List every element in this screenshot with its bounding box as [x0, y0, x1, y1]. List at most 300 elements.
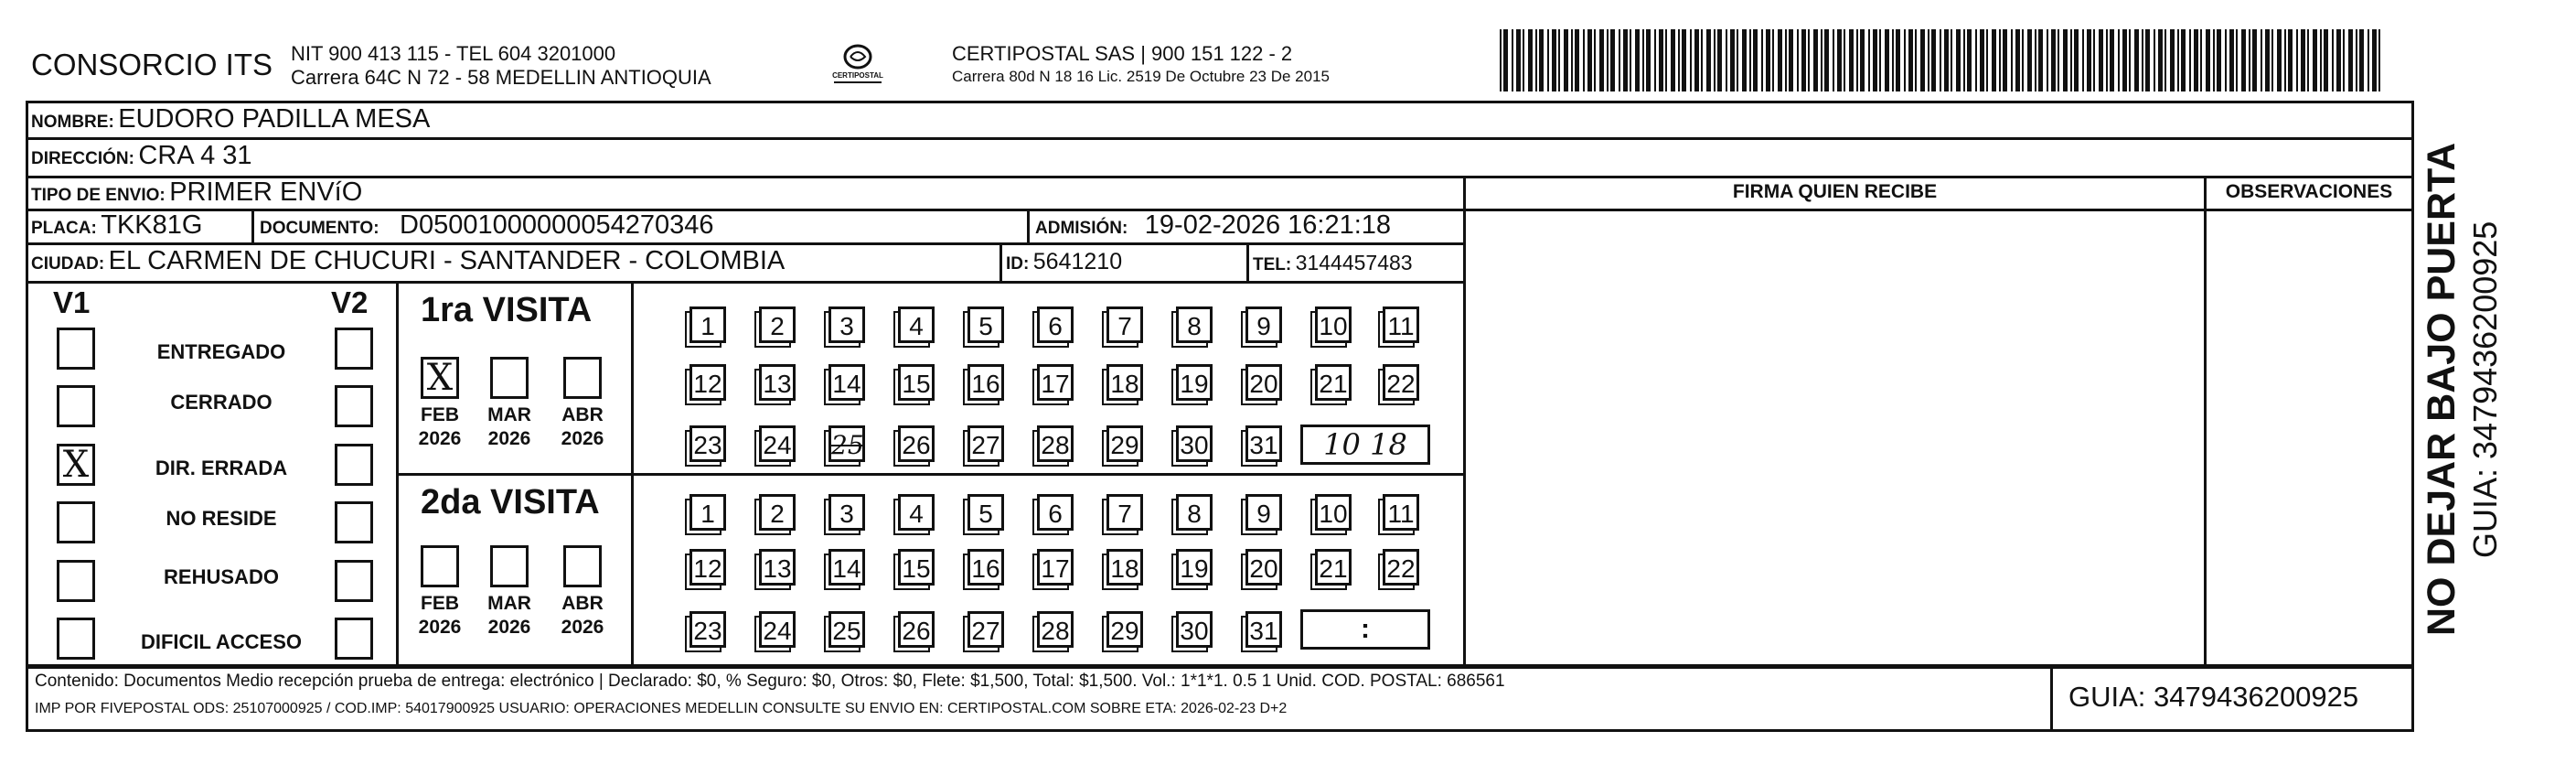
- barcode-bar: [2265, 29, 2270, 91]
- barcode-bar: [1766, 29, 1770, 91]
- company-name: CONSORCIO ITS: [31, 48, 273, 81]
- ciudad-label: CIUDAD:: [31, 254, 105, 274]
- ciudad-value: EL CARMEN DE CHUCURI - SANTANDER - COLOMBIA: [108, 246, 786, 275]
- visita2-time-box[interactable]: :: [1300, 609, 1430, 650]
- day-box[interactable]: 17: [1037, 364, 1074, 401]
- barcode-bar: [2225, 29, 2227, 91]
- nombre-value: EUDORO PADILLA MESA: [118, 104, 431, 134]
- day-box[interactable]: 5: [967, 306, 1004, 343]
- barcode-bar: [2134, 29, 2139, 91]
- barcode-bar: [1797, 29, 1799, 91]
- barcode-bar: [1671, 29, 1675, 91]
- barcode-bar: [1956, 29, 1961, 91]
- barcode-bar: [1726, 29, 1727, 91]
- day-box[interactable]: 12: [689, 364, 726, 401]
- barcode-bar: [1535, 29, 1537, 91]
- year-label: 2026: [487, 428, 531, 449]
- barcode-bar: [2252, 29, 2257, 91]
- month-checkbox[interactable]: X: [421, 357, 459, 399]
- barcode-bar: [2368, 29, 2369, 91]
- v1-checkbox[interactable]: [57, 560, 95, 602]
- barcode-bar: [2051, 29, 2056, 91]
- barcode-bar: [1915, 29, 1917, 91]
- month-checkbox[interactable]: [421, 545, 459, 587]
- status-label-5: DIFICIL ACCESO: [140, 630, 302, 653]
- barcode-bar: [1761, 29, 1763, 91]
- barcode-bar: [1904, 29, 1906, 91]
- v2-checkbox[interactable]: [335, 501, 373, 543]
- barcode-bar: [1967, 29, 1972, 91]
- barcode-bar: [1512, 29, 1513, 91]
- year-label: 2026: [487, 617, 531, 638]
- barcode-bar: [1778, 29, 1782, 91]
- certipostal-line: CERTIPOSTAL SAS | 900 151 122 - 2: [952, 42, 1293, 65]
- day-box[interactable]: 31: [1245, 611, 1282, 648]
- day-box[interactable]: 6: [1037, 306, 1074, 343]
- day-box[interactable]: 17: [1037, 549, 1074, 586]
- barcode-bar: [1500, 29, 1502, 91]
- barcode-bar: [2307, 29, 2309, 91]
- footer-guia: GUIA: 3479436200925: [2068, 681, 2359, 713]
- barcode-bar: [2142, 29, 2143, 91]
- barcode-bar: [1896, 29, 1900, 91]
- barcode-bar: [2170, 29, 2175, 91]
- barcode-bar: [2288, 29, 2293, 91]
- day-box[interactable]: 1: [689, 494, 726, 531]
- barcode-bar: [1610, 29, 1615, 91]
- day-box[interactable]: 16: [967, 549, 1004, 586]
- barcode-bar: [2359, 29, 2364, 91]
- barcode-bar: [2206, 29, 2210, 91]
- day-box[interactable]: 8: [1176, 306, 1213, 343]
- day-box[interactable]: 3: [828, 494, 865, 531]
- day-box[interactable]: 13: [759, 549, 796, 586]
- barcode-bar: [2145, 29, 2150, 91]
- barcode-bar: [1737, 29, 1738, 91]
- barcode-bar: [1928, 29, 1929, 91]
- placa-label: PLACA:: [31, 219, 97, 238]
- v2-header: V2: [331, 285, 369, 319]
- barcode-bar: [1547, 29, 1549, 91]
- placa-row: [31, 210, 202, 241]
- barcode-bar: [1742, 29, 1747, 91]
- day-box[interactable]: 23: [689, 425, 726, 462]
- barcode-bar: [1868, 29, 1870, 91]
- barcode-bar: [1849, 29, 1854, 91]
- certipostal-logo: [830, 38, 885, 91]
- barcode-bar: [1772, 29, 1774, 91]
- certipostal-logo-icon: [830, 38, 885, 91]
- barcode-bar: [1963, 29, 1965, 91]
- month-label: FEB: [421, 593, 459, 614]
- barcode-bar: [1980, 29, 1984, 91]
- side-warning: NO DEJAR BAJO PUERTA: [2420, 142, 2464, 636]
- barcode-bar: [2047, 29, 2048, 91]
- barcode-bar: [2336, 29, 2341, 91]
- day-box[interactable]: 7: [1106, 306, 1143, 343]
- direccion-row: [31, 141, 252, 171]
- observaciones-header: OBSERVACIONES: [2225, 181, 2393, 202]
- barcode-bar: [2194, 29, 2198, 91]
- day-box[interactable]: 4: [898, 306, 935, 343]
- barcode-bar: [1523, 29, 1524, 91]
- barcode-bar: [2296, 29, 2298, 91]
- barcode-bar: [1879, 29, 1881, 91]
- day-box[interactable]: 14: [828, 364, 865, 401]
- day-box[interactable]: 5: [967, 494, 1004, 531]
- day-box[interactable]: 18: [1106, 549, 1143, 586]
- month-label: MAR: [487, 593, 531, 614]
- month-label: MAR: [487, 404, 531, 425]
- day-box[interactable]: 25: [828, 425, 865, 462]
- barcode-bar: [2343, 29, 2345, 91]
- barcode: [1500, 29, 2387, 91]
- barcode-bar: [1753, 29, 1758, 91]
- barcode-bar: [2200, 29, 2202, 91]
- barcode-bar: [1630, 29, 1631, 91]
- day-box[interactable]: 21: [1315, 364, 1352, 401]
- barcode-bar: [2261, 29, 2262, 91]
- tipo-value: PRIMER ENVíO: [169, 177, 363, 207]
- barcode-bar: [1844, 29, 1845, 91]
- barcode-bar: [2236, 29, 2238, 91]
- divider: [2204, 176, 2207, 668]
- barcode-bar: [2058, 29, 2059, 91]
- divider: [396, 473, 1466, 476]
- barcode-bar: [2277, 29, 2282, 91]
- barcode-bar: [1837, 29, 1842, 91]
- admision-value: 19-02-2026 16:21:18: [1144, 210, 1392, 240]
- barcode-bar: [1940, 29, 1941, 91]
- barcode-bar: [2070, 29, 2072, 91]
- barcode-bar: [2027, 29, 2032, 91]
- v2-checkbox[interactable]: [335, 328, 373, 370]
- day-box[interactable]: 2: [759, 494, 796, 531]
- barcode-bar: [1619, 29, 1620, 91]
- barcode-bar: [1654, 29, 1656, 91]
- barcode-bar: [1821, 29, 1822, 91]
- month-label: ABR: [561, 404, 604, 425]
- day-box[interactable]: 11: [1383, 494, 1419, 531]
- barcode-bar: [1516, 29, 1521, 91]
- barcode-bar: [1824, 29, 1829, 91]
- status-label-3: NO RESIDE: [166, 507, 277, 530]
- barcode-bar: [1558, 29, 1560, 91]
- v1-checkbox[interactable]: X: [57, 444, 95, 486]
- barcode-bar: [2348, 29, 2353, 91]
- barcode-bar: [1789, 29, 1793, 91]
- divider: [2411, 137, 2414, 210]
- barcode-bar: [2118, 29, 2120, 91]
- day-box[interactable]: 4: [898, 494, 935, 531]
- status-label-0: ENTREGADO: [156, 340, 286, 363]
- day-box[interactable]: 21: [1315, 549, 1352, 586]
- barcode-bar: [1856, 29, 1858, 91]
- barcode-bar: [1623, 29, 1628, 91]
- day-box[interactable]: 28: [1037, 611, 1074, 648]
- day-box[interactable]: 18: [1106, 364, 1143, 401]
- barcode-bar: [2063, 29, 2068, 91]
- day-box[interactable]: 20: [1245, 364, 1282, 401]
- barcode-bar: [1730, 29, 1735, 91]
- barcode-bar: [1552, 29, 1556, 91]
- barcode-bar: [2110, 29, 2114, 91]
- day-box[interactable]: 10: [1315, 306, 1352, 343]
- tel-label: TEL:: [1253, 255, 1292, 274]
- day-box[interactable]: 26: [898, 611, 935, 648]
- barcode-bar: [1503, 29, 1508, 91]
- barcode-bar: [1714, 29, 1716, 91]
- barcode-bar: [1944, 29, 1949, 91]
- nombre-row: [31, 104, 430, 134]
- month-checkbox[interactable]: [490, 357, 529, 399]
- barcode-bar: [2177, 29, 2179, 91]
- day-box[interactable]: 7: [1106, 494, 1143, 531]
- barcode-bar: [1646, 29, 1651, 91]
- barcode-bar: [1873, 29, 1877, 91]
- day-box[interactable]: 1: [689, 306, 726, 343]
- day-box[interactable]: 16: [967, 364, 1004, 401]
- day-box[interactable]: 23: [689, 611, 726, 648]
- barcode-bar: [1749, 29, 1751, 91]
- day-box[interactable]: 14: [828, 549, 865, 586]
- barcode-bar: [2378, 29, 2380, 91]
- day-box[interactable]: 9: [1245, 494, 1282, 531]
- barcode-bar: [2213, 29, 2215, 91]
- barcode-bar: [1607, 29, 1609, 91]
- day-box[interactable]: 27: [967, 425, 1004, 462]
- id-label: ID:: [1006, 254, 1030, 274]
- year-label: 2026: [418, 428, 462, 449]
- barcode-bar: [1690, 29, 1692, 91]
- day-box[interactable]: 25: [828, 611, 865, 648]
- barcode-bar: [1986, 29, 1988, 91]
- day-box[interactable]: 27: [967, 611, 1004, 648]
- v1-checkbox[interactable]: [57, 618, 95, 660]
- barcode-bar: [2035, 29, 2036, 91]
- barcode-bar: [2158, 29, 2163, 91]
- tipo-row: [31, 177, 362, 208]
- barcode-bar: [2271, 29, 2273, 91]
- barcode-bar: [1801, 29, 1806, 91]
- day-box[interactable]: 30: [1176, 611, 1213, 648]
- status-label-1: CERRADO: [170, 391, 273, 414]
- barcode-bar: [1587, 29, 1592, 91]
- documento-label: DOCUMENTO:: [260, 219, 379, 238]
- barcode-bar: [2229, 29, 2234, 91]
- day-box[interactable]: 8: [1176, 494, 1213, 531]
- barcode-bar: [1813, 29, 1818, 91]
- day-box[interactable]: 9: [1245, 306, 1282, 343]
- barcode-bar: [1908, 29, 1913, 91]
- day-box[interactable]: 20: [1245, 549, 1282, 586]
- barcode-bar: [1992, 29, 1996, 91]
- day-box[interactable]: 31: [1245, 425, 1282, 462]
- barcode-bar: [2093, 29, 2095, 91]
- day-box[interactable]: 6: [1037, 494, 1074, 531]
- month-checkbox[interactable]: [563, 357, 602, 399]
- barcode-bar: [1635, 29, 1640, 91]
- address-line: Carrera 64C N 72 - 58 MEDELLIN ANTIOQUIA: [291, 66, 711, 89]
- barcode-bar: [2003, 29, 2007, 91]
- barcode-bar: [2356, 29, 2357, 91]
- day-box[interactable]: 12: [689, 549, 726, 586]
- day-box[interactable]: 11: [1383, 306, 1419, 343]
- day-box[interactable]: 2: [759, 306, 796, 343]
- month-checkbox[interactable]: [563, 545, 602, 587]
- v1-checkbox[interactable]: [57, 501, 95, 543]
- barcode-bar: [2372, 29, 2377, 91]
- id-value: 5641210: [1032, 249, 1123, 274]
- barcode-bar: [1701, 29, 1703, 91]
- barcode-bar: [1951, 29, 1952, 91]
- barcode-bar: [2164, 29, 2166, 91]
- barcode-bar: [1682, 29, 1686, 91]
- month-label: FEB: [421, 404, 459, 425]
- barcode-bar: [2217, 29, 2221, 91]
- year-label: 2026: [561, 617, 604, 638]
- barcode-bar: [1808, 29, 1810, 91]
- direccion-value: CRA 4 31: [138, 141, 252, 170]
- barcode-bar: [1665, 29, 1667, 91]
- day-box[interactable]: 22: [1383, 364, 1419, 401]
- barcode-bar: [2324, 29, 2328, 91]
- visita1-title: 1ra VISITA: [421, 291, 593, 329]
- barcode-bar: [2087, 29, 2091, 91]
- barcode-bar: [2129, 29, 2131, 91]
- v2-checkbox[interactable]: [335, 618, 373, 660]
- divider: [1027, 209, 1030, 243]
- barcode-bar: [2011, 29, 2013, 91]
- barcode-bar: [2189, 29, 2191, 91]
- barcode-bar: [1678, 29, 1680, 91]
- placa-value: TKK81G: [101, 210, 203, 240]
- barcode-bar: [1920, 29, 1925, 91]
- barcode-bar: [1583, 29, 1585, 91]
- barcode-bar: [1642, 29, 1644, 91]
- barcode-bar: [1833, 29, 1834, 91]
- v1-checkbox[interactable]: [57, 385, 95, 427]
- barcode-bar: [1694, 29, 1699, 91]
- divider: [1463, 176, 1466, 668]
- barcode-bar: [1539, 29, 1544, 91]
- barcode-bar: [1975, 29, 1977, 91]
- barcode-bar: [2154, 29, 2155, 91]
- visita2-title: 2da VISITA: [421, 483, 600, 521]
- barcode-bar: [1999, 29, 2001, 91]
- barcode-bar: [2082, 29, 2084, 91]
- footer-content: Contenido: Documentos Medio recepción prueba de entrega: electrónico | Declarado: $0, % Seguro: $0, Otros: $0, Flete: $1,500, Total: $1,500. Vol.: 1*1*1. 0.5 1 Unid. COD. POSTAL: 686561: [35, 672, 1505, 691]
- barcode-bar: [2181, 29, 2186, 91]
- year-label: 2026: [561, 428, 604, 449]
- day-box[interactable]: 15: [898, 549, 935, 586]
- divider: [26, 176, 2414, 178]
- v1-checkbox[interactable]: [57, 328, 95, 370]
- barcode-bar: [2099, 29, 2103, 91]
- divider: [1246, 242, 1249, 281]
- barcode-bar: [1599, 29, 1604, 91]
- day-box[interactable]: 19: [1176, 549, 1213, 586]
- documento-value: D05001000000054270346: [400, 210, 714, 240]
- year-label: 2026: [418, 617, 462, 638]
- barcode-bar: [1594, 29, 1596, 91]
- certipostal-sub: Carrera 80d N 18 16 Lic. 2519 De Octubre 23 De 2015: [952, 68, 1330, 85]
- id-row: [1006, 249, 1122, 275]
- tel-value: 3144457483: [1295, 251, 1413, 274]
- day-box[interactable]: 26: [898, 425, 935, 462]
- divider: [26, 137, 2414, 140]
- barcode-bar: [1717, 29, 1722, 91]
- barcode-bar: [2015, 29, 2020, 91]
- divider: [251, 209, 254, 243]
- day-box[interactable]: 30: [1176, 425, 1213, 462]
- barcode-bar: [1931, 29, 1936, 91]
- barcode-bar: [2022, 29, 2024, 91]
- v2-checkbox[interactable]: [335, 385, 373, 427]
- barcode-bar: [1785, 29, 1787, 91]
- barcode-bar: [2284, 29, 2286, 91]
- logo-text: CERTIPOSTAL: [832, 71, 883, 80]
- day-box[interactable]: 15: [898, 364, 935, 401]
- barcode-bar: [2249, 29, 2250, 91]
- firma-header: FIRMA QUIEN RECIBE: [1732, 181, 1938, 202]
- day-box[interactable]: 24: [759, 611, 796, 648]
- footer-imp: IMP POR FIVEPOSTAL ODS: 25107000925 / COD.IMP: 54017900925 USUARIO: OPERACIONES MEDELLIN CONSULTE SU ENVIO EN: CERTIPOSTAL.COM SOBRE ETA: 2026-02-23 D+2: [35, 701, 1288, 716]
- day-box[interactable]: 29: [1106, 611, 1143, 648]
- barcode-bar: [2241, 29, 2246, 91]
- barcode-bar: [2313, 29, 2317, 91]
- barcode-bar: [2320, 29, 2322, 91]
- v2-checkbox[interactable]: [335, 560, 373, 602]
- admision-row: [1035, 210, 1391, 241]
- documento-row: [260, 210, 714, 241]
- side-guia: GUIA: 3479436200925: [2466, 220, 2504, 558]
- day-box[interactable]: 3: [828, 306, 865, 343]
- barcode-bar: [1564, 29, 1568, 91]
- barcode-bar: [2038, 29, 2043, 91]
- v2-checkbox[interactable]: [335, 444, 373, 486]
- month-checkbox[interactable]: [490, 545, 529, 587]
- admision-label: ADMISIÓN:: [1035, 219, 1128, 238]
- barcode-bar: [2106, 29, 2108, 91]
- status-label-4: REHUSADO: [164, 565, 279, 588]
- divider: [999, 242, 1002, 281]
- barcode-bar: [2122, 29, 2127, 91]
- day-box[interactable]: 13: [759, 364, 796, 401]
- day-box[interactable]: 10: [1315, 494, 1352, 531]
- barcode-bar: [2074, 29, 2079, 91]
- day-box[interactable]: 28: [1037, 425, 1074, 462]
- day-box[interactable]: 24: [759, 425, 796, 462]
- visita1-time-box[interactable]: 10 18: [1300, 425, 1430, 465]
- divider: [26, 242, 1466, 245]
- day-box[interactable]: 22: [1383, 549, 1419, 586]
- day-box[interactable]: 29: [1106, 425, 1143, 462]
- barcode-bar: [2332, 29, 2334, 91]
- v1-header: V1: [53, 285, 91, 319]
- barcode-bar: [1571, 29, 1573, 91]
- divider: [26, 281, 1466, 284]
- barcode-bar: [2301, 29, 2305, 91]
- barcode-bar: [1706, 29, 1711, 91]
- nit-line: NIT 900 413 115 - TEL 604 3201000: [291, 42, 616, 65]
- barcode-bar: [1575, 29, 1579, 91]
- barcode-bar: [1659, 29, 1663, 91]
- day-box[interactable]: 19: [1176, 364, 1213, 401]
- direccion-label: DIRECCIÓN:: [31, 149, 134, 168]
- barcode-bar: [1860, 29, 1865, 91]
- month-label: ABR: [561, 593, 604, 614]
